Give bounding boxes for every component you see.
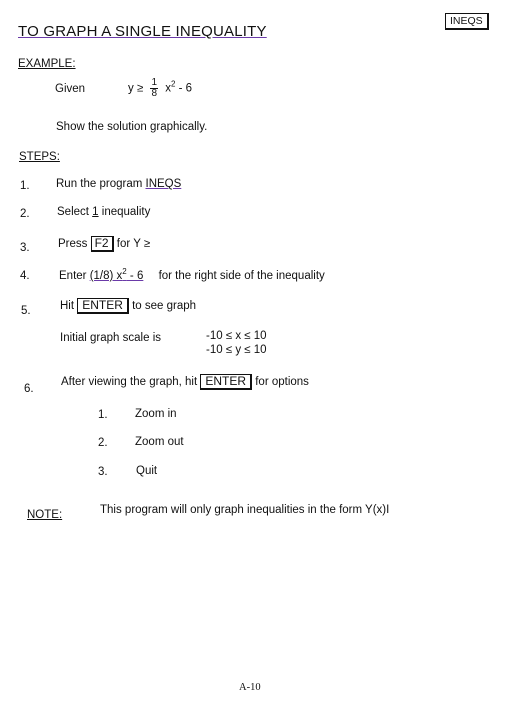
show-solution-text: Show the solution graphically. — [56, 121, 208, 133]
program-tag: INEQS — [445, 13, 489, 30]
equation-exponent: 2 — [170, 79, 176, 89]
note-label: NOTE: — [27, 509, 63, 521]
step-5-text: Hit — [60, 300, 78, 312]
enter-key: ENTER — [77, 298, 129, 314]
step-3-text: Press — [58, 238, 91, 250]
option-number: 2. — [98, 437, 108, 449]
step-6 — [61, 374, 309, 390]
scale-y-range: -10 ≤ y ≤ 10 — [206, 344, 267, 356]
page-number: A-10 — [239, 682, 261, 693]
step-6-number: 6. — [24, 383, 34, 395]
step-6-tail: for options — [252, 376, 309, 388]
step-2 — [57, 206, 150, 218]
equation-rest: - 6 — [175, 82, 193, 95]
step-4-expression — [89, 267, 144, 282]
option-number: 3. — [98, 466, 108, 478]
step-3-number: 3. — [20, 242, 30, 254]
step-4-tail: for the right side of the inequality — [158, 269, 325, 282]
step-2-text: Select — [57, 206, 93, 218]
step-6-text: After viewing the graph, hit — [61, 376, 201, 388]
step-5-tail: to see graph — [128, 300, 197, 312]
enter-key: ENTER — [200, 374, 252, 390]
step-4-text: Enter — [59, 269, 90, 282]
equation-fraction — [150, 78, 158, 99]
expression-exponent: 2 — [122, 267, 127, 276]
equation-lhs: y ≥ — [128, 82, 144, 95]
step-1 — [56, 178, 181, 190]
step-3 — [58, 236, 150, 252]
given-label: Given — [55, 83, 86, 95]
example-heading: EXAMPLE: — [18, 58, 76, 70]
step-1-text: Run the program — [56, 178, 146, 190]
note-text: This program will only graph inequalities in the form Y(x)I — [100, 504, 390, 516]
option-zoom-in: Zoom in — [135, 408, 177, 420]
step-2-number: 2. — [20, 208, 30, 220]
step-5-number: 5. — [21, 305, 31, 317]
steps-heading: STEPS: — [19, 151, 60, 163]
option-zoom-out: Zoom out — [135, 436, 184, 448]
fraction-numerator: 1 — [151, 77, 158, 88]
fraction-denominator: 8 — [151, 88, 158, 99]
f2-key: F2 — [91, 236, 114, 252]
program-name: INEQS — [145, 178, 182, 190]
expression-part-b: - 6 — [126, 269, 144, 282]
scale-label: Initial graph scale is — [60, 332, 161, 344]
step-1-number: 1. — [20, 180, 30, 192]
equation-x: x — [165, 82, 171, 95]
select-count: 1 — [92, 206, 99, 218]
step-2-tail: inequality — [98, 206, 151, 218]
expression-part-a: (1/8) x — [89, 269, 123, 282]
page-title: TO GRAPH A SINGLE INEQUALITY — [18, 23, 267, 40]
example-equation — [128, 78, 192, 99]
step-4 — [59, 267, 325, 282]
option-quit: Quit — [136, 465, 158, 477]
option-number: 1. — [98, 409, 108, 421]
step-5 — [60, 298, 196, 314]
step-4-number: 4. — [20, 270, 30, 282]
step-3-tail: for Y ≥ — [113, 238, 151, 250]
scale-x-range: -10 ≤ x ≤ 10 — [206, 330, 267, 342]
